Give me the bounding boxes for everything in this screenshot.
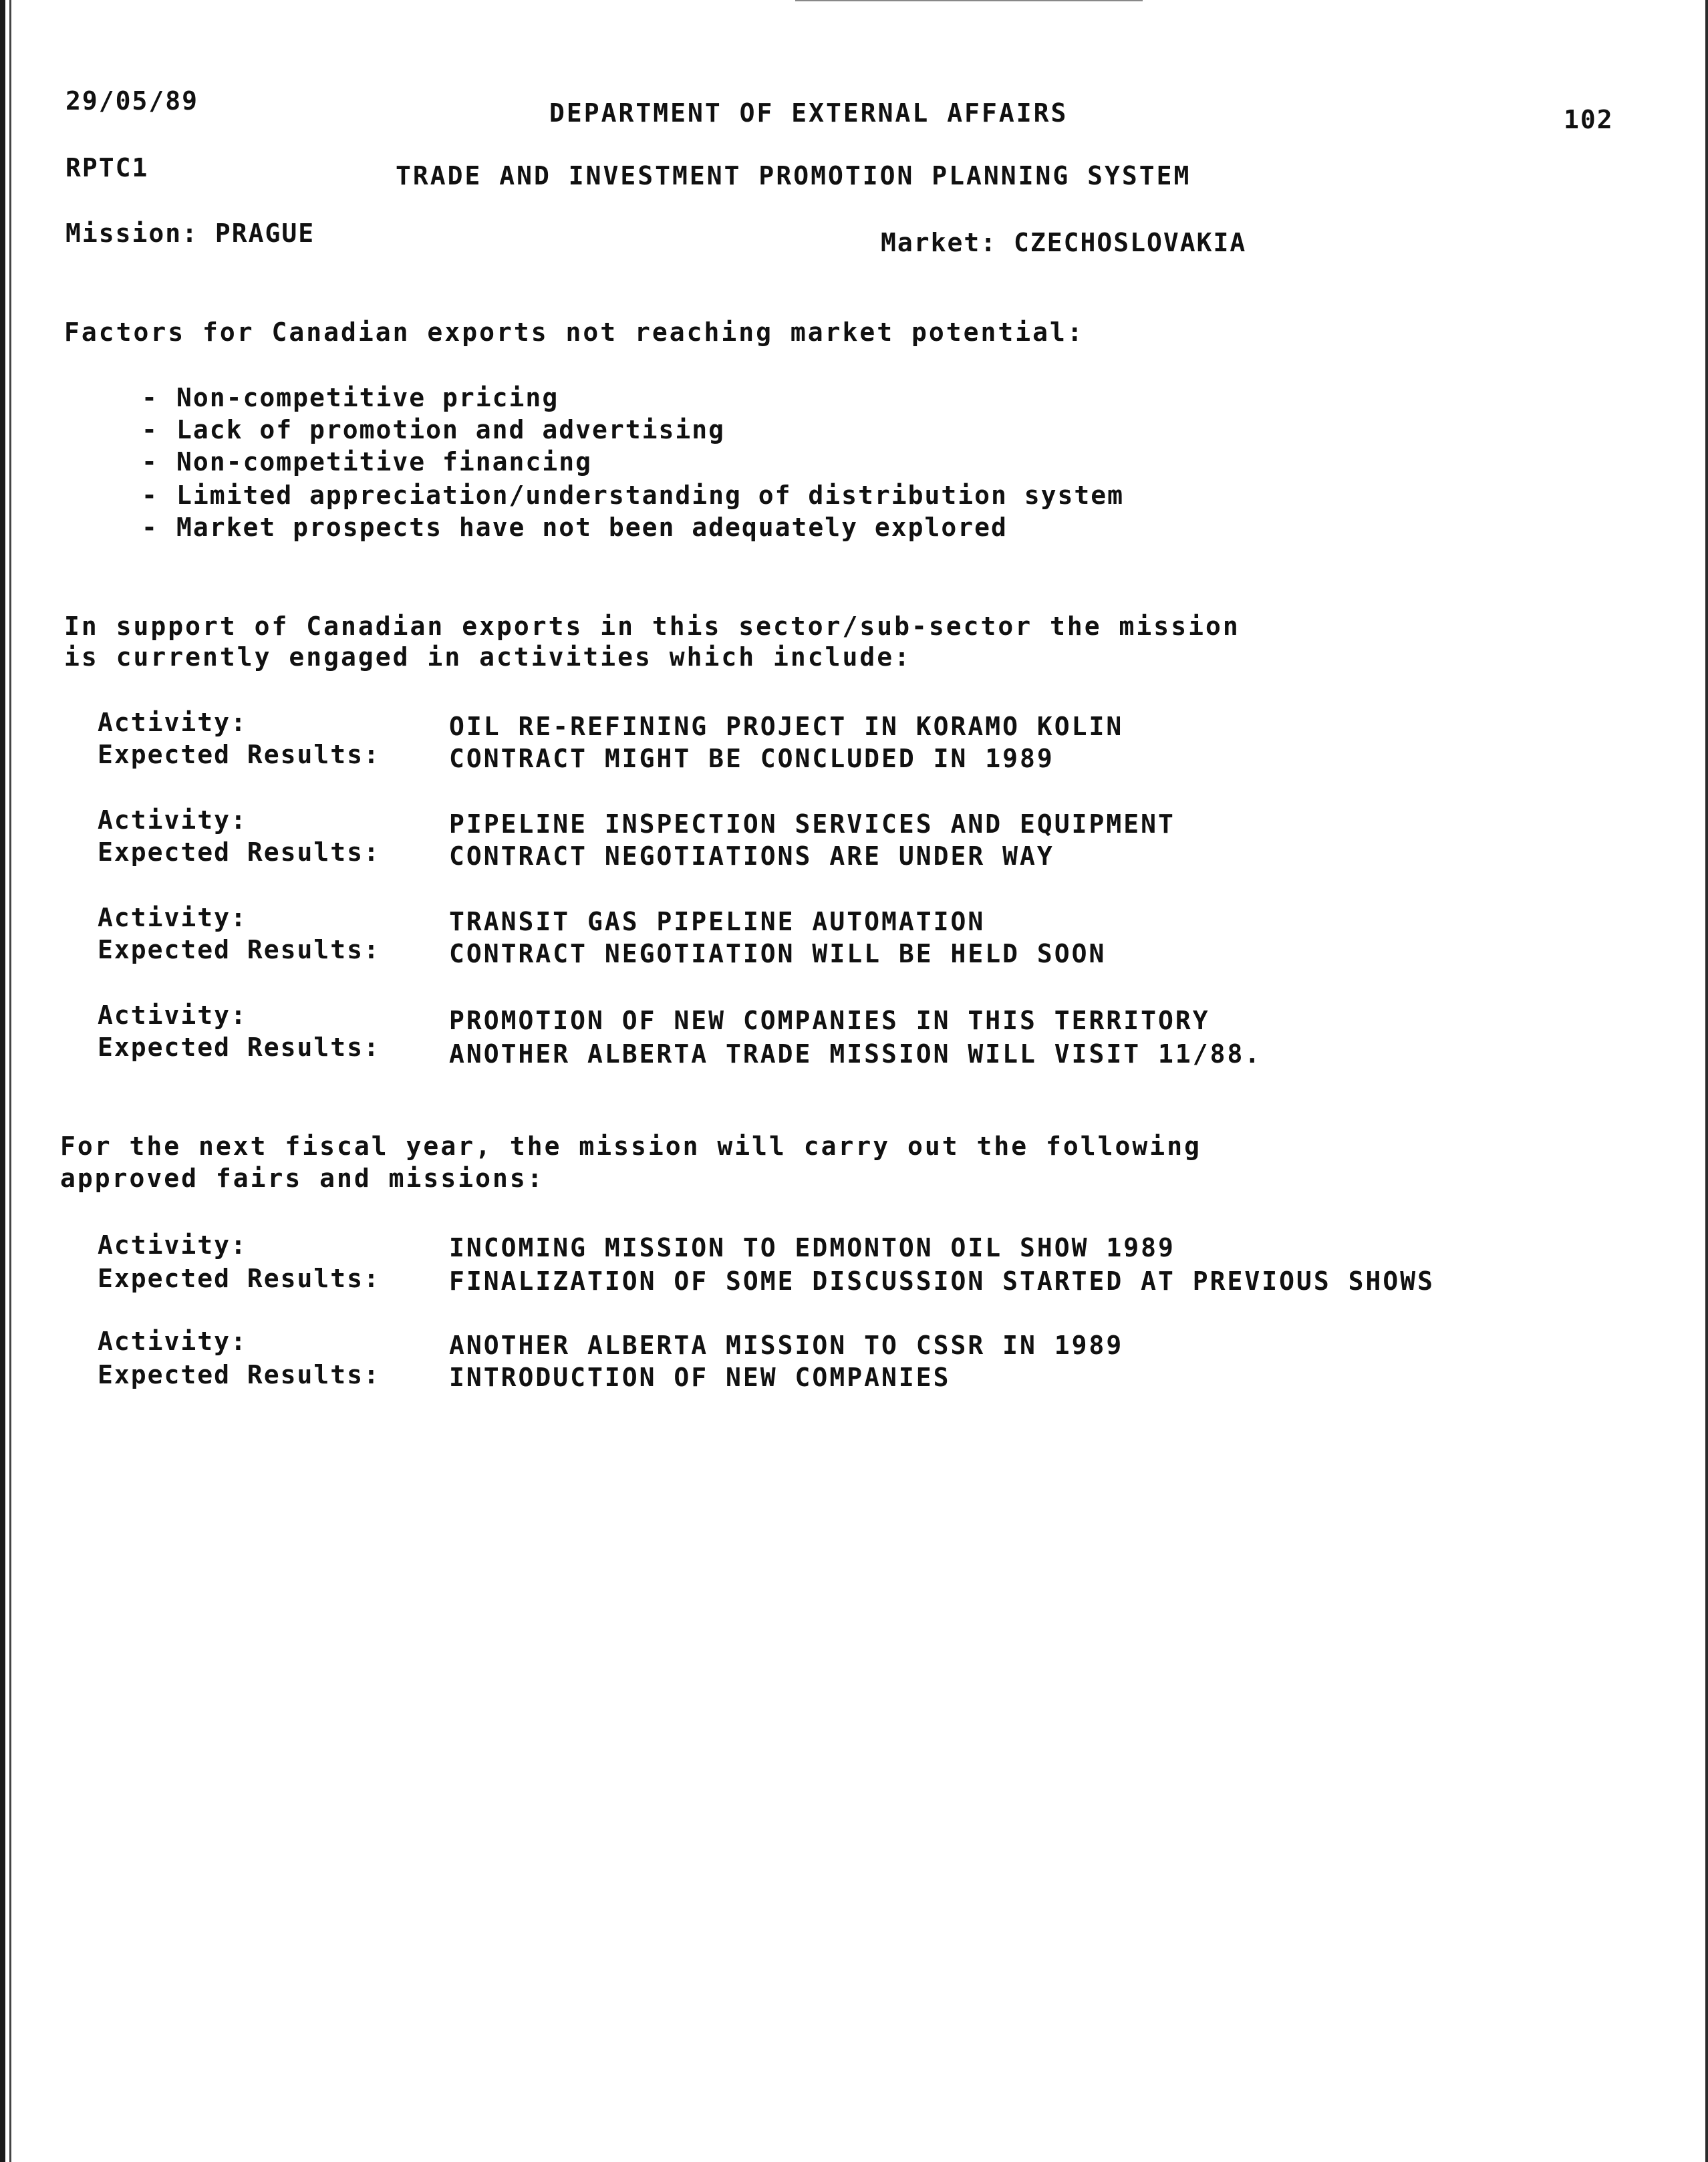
page-edge-right bbox=[1705, 0, 1708, 2162]
system-title: TRADE AND INVESTMENT PROMOTION PLANNING SYSTEM bbox=[396, 161, 1191, 190]
report-code: RPTC1 bbox=[65, 153, 149, 182]
expected-results-label: Expected Results: bbox=[98, 1360, 380, 1389]
activity-value: PROMOTION OF NEW COMPANIES IN THIS TERRITORY bbox=[449, 1006, 1210, 1035]
activity-value: ANOTHER ALBERTA MISSION TO CSSR IN 1989 bbox=[449, 1331, 1124, 1360]
expected-results-value: ANOTHER ALBERTA TRADE MISSION WILL VISIT 11/88. bbox=[449, 1039, 1262, 1069]
activity-label: Activity: bbox=[98, 903, 247, 932]
activity-value: INCOMING MISSION TO EDMONTON OIL SHOW 1989 bbox=[449, 1233, 1175, 1262]
factor-item: - Lack of promotion and advertising bbox=[142, 415, 725, 444]
activity-value: TRANSIT GAS PIPELINE AUTOMATION bbox=[449, 907, 986, 936]
market-label: Market: CZECHOSLOVAKIA bbox=[881, 228, 1247, 257]
expected-results-value: CONTRACT MIGHT BE CONCLUDED IN 1989 bbox=[449, 744, 1054, 773]
activity-label: Activity: bbox=[98, 1230, 247, 1260]
expected-results-label: Expected Results: bbox=[98, 935, 380, 964]
activity-label: Activity: bbox=[98, 708, 247, 737]
next-year-intro-line1: For the next fiscal year, the mission will carry out the following bbox=[60, 1131, 1201, 1161]
factor-item: - Market prospects have not been adequately explored bbox=[142, 513, 1008, 542]
next-year-intro-line2: approved fairs and missions: bbox=[60, 1164, 545, 1193]
expected-results-label: Expected Results: bbox=[98, 740, 380, 769]
page-edge-top bbox=[795, 0, 1143, 1]
factor-item: - Limited appreciation/understanding of distribution system bbox=[142, 481, 1125, 510]
expected-results-value: FINALIZATION OF SOME DISCUSSION STARTED AT PREVIOUS SHOWS bbox=[449, 1266, 1435, 1296]
expected-results-value: INTRODUCTION OF NEW COMPANIES bbox=[449, 1363, 951, 1392]
expected-results-value: CONTRACT NEGOTIATION WILL BE HELD SOON bbox=[449, 939, 1107, 968]
activity-label: Activity: bbox=[98, 1000, 247, 1030]
activity-value: OIL RE-REFINING PROJECT IN KORAMO KOLIN bbox=[449, 712, 1124, 741]
mission-label: Mission: PRAGUE bbox=[65, 219, 315, 248]
expected-results-label: Expected Results: bbox=[98, 1264, 380, 1293]
page-edge-left-inner bbox=[9, 0, 11, 2162]
department-title: DEPARTMENT OF EXTERNAL AFFAIRS bbox=[549, 98, 1069, 128]
activity-label: Activity: bbox=[98, 1327, 247, 1356]
report-date: 29/05/89 bbox=[65, 86, 199, 116]
factors-title: Factors for Canadian exports not reaching market potential: bbox=[64, 317, 1085, 347]
activity-label: Activity: bbox=[98, 805, 247, 835]
expected-results-value: CONTRACT NEGOTIATIONS ARE UNDER WAY bbox=[449, 841, 1054, 871]
factor-item: - Non-competitive pricing bbox=[142, 383, 559, 412]
page-edge-left bbox=[0, 0, 5, 2162]
page-number: 102 bbox=[1564, 105, 1614, 134]
expected-results-label: Expected Results: bbox=[98, 1033, 380, 1062]
expected-results-label: Expected Results: bbox=[98, 837, 380, 867]
current-activities-intro-line1: In support of Canadian exports in this sector/sub-sector the mission bbox=[64, 612, 1240, 641]
activity-value: PIPELINE INSPECTION SERVICES AND EQUIPMENT bbox=[449, 809, 1175, 839]
current-activities-intro-line2: is currently engaged in activities which include: bbox=[64, 642, 912, 672]
factor-item: - Non-competitive financing bbox=[142, 447, 592, 477]
